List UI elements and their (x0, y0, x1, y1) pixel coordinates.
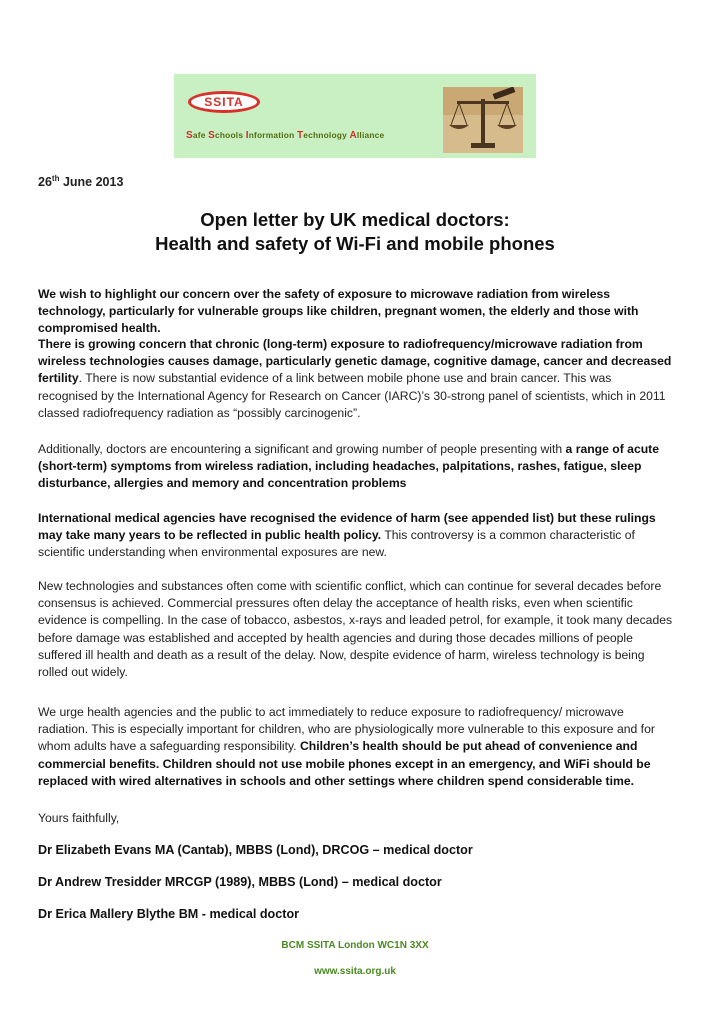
name-part: Information (245, 130, 297, 141)
signatory: Dr Erica Mallery Blythe BM - medical doctor (38, 907, 300, 921)
paragraph-5: New technologies and substances often come with scientific conflict, which can continue for several decades before consensus is achieved. Commercial pressures often delay the acceptance of health risks, even when scientific evidence is compelling. In the case of tobacco, asbestos, x-rays and leaded petrol, for example, it took many decades before damage was established and accepted by health agencies and during those decades millions of people suffered ill health and death as a result of the delay. Now, despite evidence of harm, wireless technology is being rolled out widely. (38, 579, 673, 680)
footer-website[interactable]: www.ssita.org.uk (314, 966, 396, 977)
paragraph-3: Additionally, doctors are encountering a significant and growing number of people presenting with a range of acute (short-term) symptoms from wireless radiation, including headaches, palpitations, rashes, fatigue, sleep disturbance, allergies and memory and concentration problems (38, 442, 660, 491)
letter-title (38, 208, 672, 256)
header-banner (174, 74, 536, 158)
name-part: Technology (296, 130, 350, 141)
name-part: Alliance (349, 130, 385, 141)
paragraph-1: We wish to highlight our concern over the safety of exposure to microwave radiation from wireless technology, particularly for vulnerable groups like children, pregnant women, the elderly and those with compromised health. (38, 287, 639, 336)
name-part: Safe (186, 130, 209, 141)
ssita-logo: SSITA (188, 91, 260, 113)
signatory: Dr Andrew Tresidder MRCGP (1989), MBBS (Lond) – medical doctor (38, 875, 442, 889)
letter-date: 26th June 2013 (38, 173, 124, 189)
scales-icon (443, 87, 523, 153)
title-line-2: Health and safety of Wi-Fi and mobile phones (155, 233, 555, 254)
closing: Yours faithfully, (38, 811, 120, 825)
paragraph-6: We urge health agencies and the public to act immediately to reduce exposure to radiofrequency/ microwave radiation. This is especially important for children, who are physiologically more vulnerable to this exposure and for whom adults have a safeguarding responsibility. Children’s health should be put ahead of convenience and commercial benefits. Children should not use mobile phones except in an emergency, and WiFi should be replaced with wired alternatives in schools and other settings where children spend considerable time. (38, 705, 655, 788)
organisation-name (186, 130, 434, 141)
paragraph-2: There is growing concern that chronic (long-term) exposure to radiofrequency/microwave radiation from wireless technologies causes damage, particularly genetic damage, cognitive damage, cancer and decreased fertility. There is now substantial evidence of a link between mobile phone use and brain cancer. This was recognised by the International Agency for Research on Cancer (IARC)’s 30-strong panel of scientists, which in 2011 classed radiofrequency radiation as “possibly carcinogenic”. (38, 337, 672, 420)
footer-address: BCM SSITA London WC1N 3XX (281, 940, 429, 951)
scales-of-justice-image (443, 87, 523, 153)
title-line-1: Open letter by UK medical doctors: (200, 209, 510, 230)
signatory: Dr Elizabeth Evans MA (Cantab), MBBS (Lond), DRCOG – medical doctor (38, 843, 473, 857)
paragraph-4: International medical agencies have recognised the evidence of harm (see appended list) but these rulings may take many years to be reflected in public health policy. This controversy is a common characteristic of scientific understanding when environmental exposures are new. (38, 511, 656, 560)
name-part: Schools (208, 130, 246, 141)
